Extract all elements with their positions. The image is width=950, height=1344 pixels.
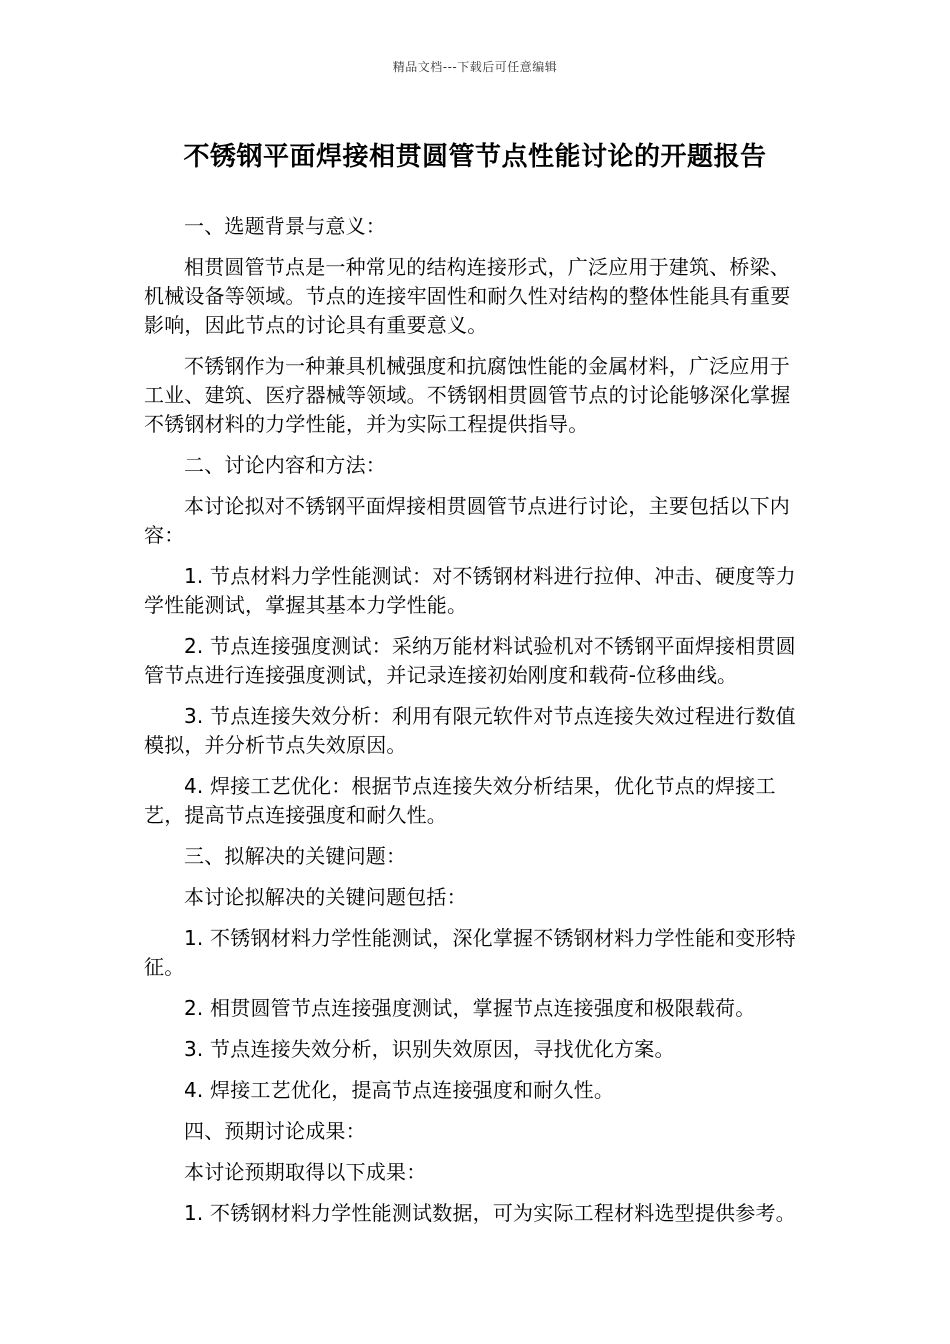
- document-title: 不锈钢平面焊接相贯圆管节点性能讨论的开题报告: [183, 142, 767, 172]
- section-heading-key-issues: 三、拟解决的关键问题：: [184, 844, 407, 868]
- list-item-content-4: 4. 焊接工艺优化：根据节点连接失效分析结果，优化节点的焊接工艺，提高节点连接强度和耐久性。: [144, 774, 776, 827]
- list-item-issue-4: 4. 焊接工艺优化，提高节点连接强度和耐久性。: [184, 1078, 615, 1102]
- document-body: [144, 212, 809, 1240]
- paragraph-content-intro: 本讨论拟对不锈钢平面焊接相贯圆管节点进行讨论，主要包括以下内容：: [144, 494, 790, 547]
- list-item-content-3: 3. 节点连接失效分析：利用有限元软件对节点连接失效过程进行数值模拟，并分析节点失效原因。: [144, 704, 796, 757]
- paragraph-key-issues-intro: 本讨论拟解决的关键问题包括：: [184, 885, 467, 909]
- list-item-content-2: 2. 节点连接强度测试：采纳万能材料试验机对不锈钢平面焊接相贯圆管节点进行连接强度测试，并记录连接初始刚度和载荷-位移曲线。: [144, 634, 796, 687]
- list-item-issue-1: 1. 不锈钢材料力学性能测试，深化掌握不锈钢材料力学性能和变形特征。: [144, 926, 796, 979]
- list-item-result-1: 1. 不锈钢材料力学性能测试数据，可为实际工程材料选型提供参考。: [184, 1201, 796, 1225]
- list-item-issue-2: 2. 相贯圆管节点连接强度测试，掌握节点连接强度和极限载荷。: [184, 996, 756, 1020]
- list-item-issue-3: 3. 节点连接失效分析，识别失效原因，寻找优化方案。: [184, 1037, 675, 1061]
- header-note: 精品文档---下载后可任意编辑: [392, 60, 558, 74]
- section-heading-content-method: 二、讨论内容和方法：: [184, 453, 386, 477]
- section-heading-expected-results: 四、预期讨论成果：: [184, 1119, 366, 1143]
- section-heading-background: 一、选题背景与意义：: [184, 214, 386, 238]
- list-item-content-1: 1. 节点材料力学性能测试：对不锈钢材料进行拉伸、冲击、硬度等力学性能测试，掌握其基本力学性能。: [144, 564, 796, 617]
- paragraph-expected-intro: 本讨论预期取得以下成果：: [184, 1160, 427, 1184]
- paragraph-background-1: 相贯圆管节点是一种常见的结构连接形式，广泛应用于建筑、桥梁、机械设备等领域。节点的连接牢固性和耐久性对结构的整体性能具有重要影响，因此节点的讨论具有重要意义。: [144, 255, 791, 337]
- paragraph-background-2: 不锈钢作为一种兼具机械强度和抗腐蚀性能的金属材料，广泛应用于工业、建筑、医疗器械等领域。不锈钢相贯圆管节点的讨论能够深化掌握不锈钢材料的力学性能，并为实际工程提供指导。: [144, 354, 791, 436]
